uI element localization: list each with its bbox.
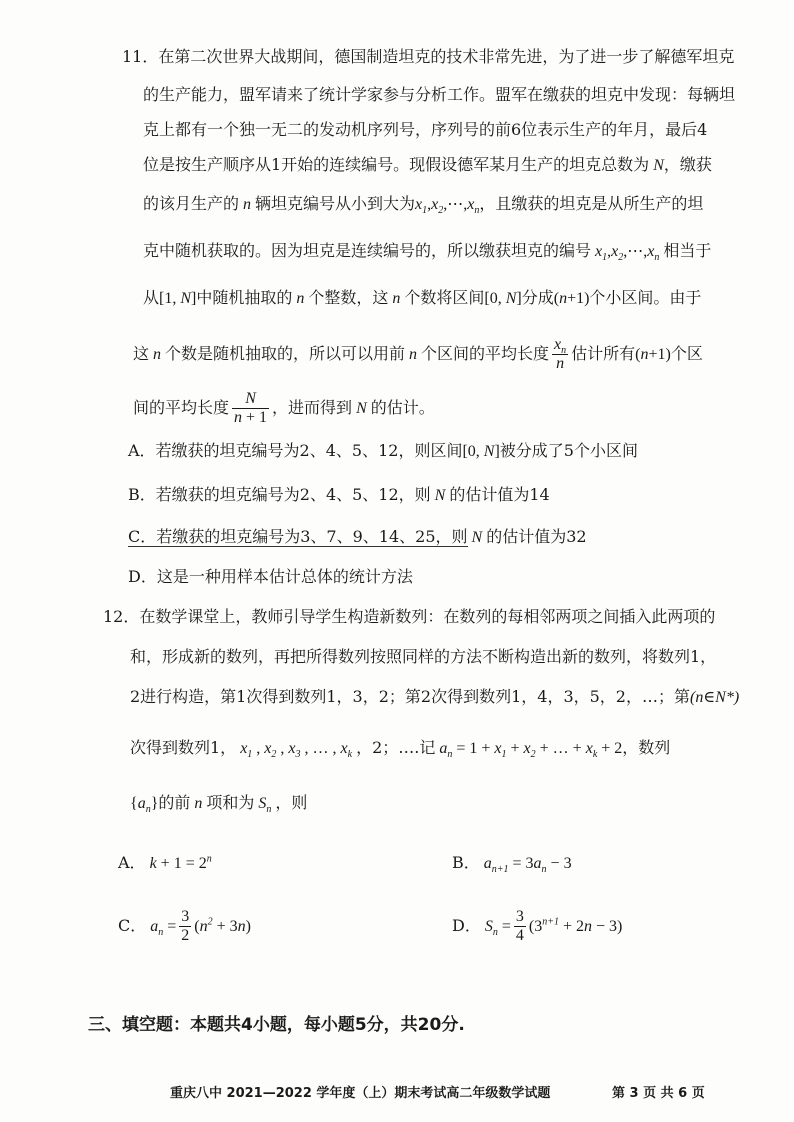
- q11-option-b: B．若缴获的坦克编号为2、4、5、12，则 N 的估计值为14: [128, 485, 550, 504]
- q11-line-6: 克中随机获取的。因为坦克是连续编号的，所以缴获坦克的编号 $x_1,x_2,\cdots,x_n$ 相当于: [143, 241, 712, 264]
- q12-line-1: 12．在数学课堂上，教师引导学生构造新数列：在数列的每相邻两项之间插入此两项的: [103, 607, 716, 626]
- q12-option-a: A． $k + 1 = 2^n$: [118, 853, 212, 872]
- q12-option-b: B． $a_{n+1} = 3a_n - 3$: [452, 853, 572, 876]
- q12-line-5: $\{a_n\}$的前 n 项和为 $S_n$ ，则: [130, 793, 308, 816]
- q12-line-4: 次得到数列1， $x_1$ , $x_2$ , $x_3$ , … , $x_k$ ，2；….记 $a_n = 1 + x_1 + x_2$ + … + $x_k + 2$，数列: [130, 738, 671, 761]
- section-3-heading: 三、填空题：本题共4小题，每小题5分，共20分.: [88, 1015, 465, 1035]
- q11-line-1: 11．在第二次世界大战期间，德国制造坦克的技术非常先进，为了进一步了解德军坦克: [122, 47, 735, 66]
- fraction-N-over-n-plus-1: $\frac{N}{n + 1}$: [234, 390, 268, 426]
- q12-line-3: 2进行构造，第1次得到数列1，3，2；第2次得到数列1，4，3，5，2，…；第(n∈N*): [130, 687, 740, 706]
- q12-option-c: C． $a_n$ = $\frac{3}{2}$ $(n^2 + 3n)$: [118, 908, 251, 944]
- page-number: 第 3 页 共 6 页: [612, 1086, 705, 1101]
- q11-line-4: 位是按生产顺序从1开始的连续编号。现假设德军某月生产的坦克总数为 N，缴获: [143, 155, 712, 174]
- q11-line-8: 这 n 个数是随机抽取的，所以可以用前 n 个区间的平均长度 $\frac{x_n}{n}$ 估计所有(n+1)个区: [133, 336, 703, 372]
- fraction-xn-over-n: $\frac{x_n}{n}$: [554, 336, 567, 372]
- q11-line-2: 的生产能力，盟军请来了统计学家参与分析工作。盟军在缴获的坦克中发现：每辆坦: [143, 85, 736, 104]
- q11-line-3: 克上都有一个独一无二的发动机序列号，序列号的前6位表示生产的年月，最后4: [143, 120, 708, 139]
- q12-line-2: 和，形成新的数列，再把所得数列按照同样的方法不断构造出新的数列，将数列1，: [130, 647, 717, 666]
- q11-line-5: 的该月生产的 n 辆坦克编号从小到大为$x_1,x_2,\cdots,x_n$，且缴获的坦克是从所生产的坦: [143, 194, 704, 217]
- q11-line-7: 从[1, N]中随机抽取的 n 个整数，这 n 个数将区间[0, N]分成(n+1)个小区间。由于: [143, 288, 702, 307]
- q11-option-a: A．若缴获的坦克编号为2、4、5、12，则区间[0, N]被分成了5个小区间: [128, 441, 638, 460]
- fraction-3-over-4: $\frac{3}{4}$: [515, 908, 524, 944]
- q11-line-9: 间的平均长度 $\frac{N}{n + 1}$ ，进而得到 N 的估计。: [133, 390, 435, 426]
- fraction-3-over-2: $\frac{3}{2}$: [181, 908, 190, 944]
- q11-option-d: D．这是一种用样本估计总体的统计方法: [128, 567, 413, 586]
- q12-option-d: D． $S_n$ = $\frac{3}{4}$ $(3^{n+1} + 2n - 3)$: [452, 908, 623, 944]
- footer-title: 重庆八中 2021—2022 学年度（上）期末考试高二年级数学试题: [170, 1086, 551, 1101]
- q11-option-c: C．若缴获的坦克编号为3、7、9、14、25，则 N 的估计值为32: [128, 527, 587, 546]
